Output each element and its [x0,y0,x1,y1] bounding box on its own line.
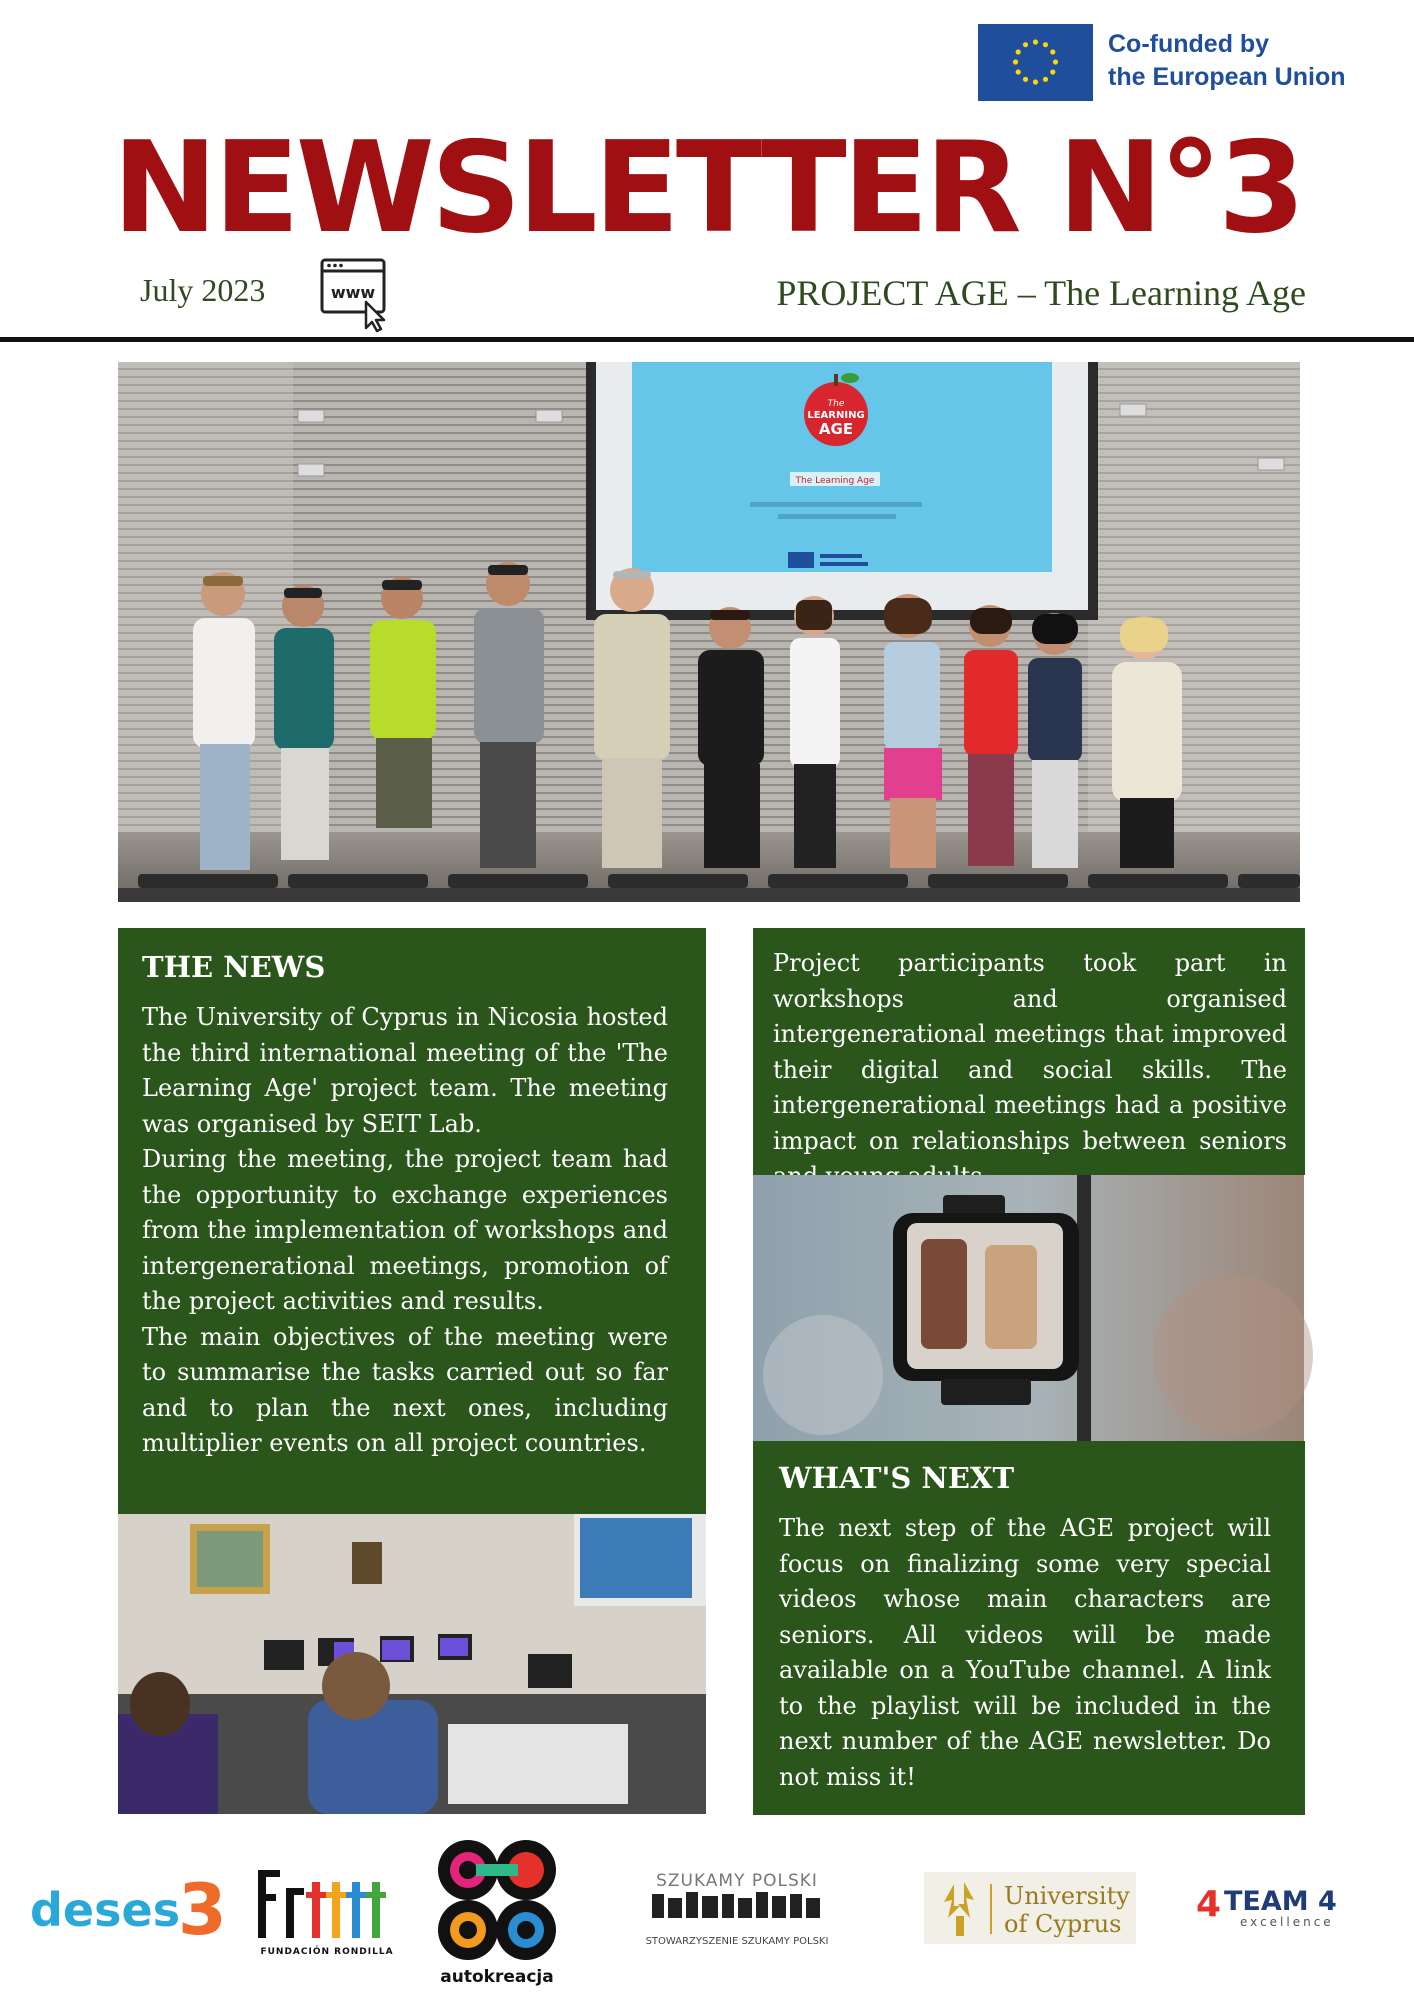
team-numeral: 4 [1196,1884,1222,1925]
eu-line-1: Co-funded by [1108,30,1270,58]
university-of-cyprus-logo [924,1872,1136,1944]
screen-caption: The Learning Age [795,476,875,486]
eu-line-2: the European Union [1108,63,1346,91]
deses-numeral: 3 [178,1869,227,1951]
header-divider [0,337,1414,342]
participants-text: Project participants took part in workshops and organised intergenerational meetings that improved their digital and social skills. The intergenerational meetings had a positive impact on relationships between seniors [773,949,1287,1155]
screen-logo-word-3: AGE [818,420,854,438]
eu-cofunded-label [1108,28,1346,94]
classroom-workshop-photo [118,1514,706,1814]
news-paragraph-3: The main objectives of the meeting were to summarise the tasks carried out so far and to plan the next ones, including multiplier events on all project countries. [142,1322,668,1457]
newsletter-title: NEWSLETTER N°3 [112,114,1302,261]
team4-excellence-logo [1196,1880,1378,1932]
ucy-line-2: of Cyprus [1004,1910,1122,1938]
autokreacja-logo [432,1834,562,1986]
team-wordmark: TEAM 4 [1224,1886,1337,1917]
ucy-line-1: University [1004,1882,1130,1910]
deses3-logo [30,1862,227,1951]
team-sub-label: excellence [1240,1915,1334,1929]
news-heading: THE NEWS [142,950,326,984]
deses-wordmark: deses [30,1883,181,1937]
szukamy-top-label: SZUKAMY POLSKI [656,1871,818,1891]
autokreacja-label: autokreacja [440,1967,554,1987]
whats-next-text: The next step of the AGE project will focus on finalizing some very special videos whose main characters are seniors. All videos will be made available on a YouTube channel. A link to the playlist will be included in the next number of the AGE newsletter. Do not miss it! [779,1514,1271,1791]
www-label: www [330,283,376,302]
team-group-photo [118,362,1300,902]
www-icon[interactable] [320,258,390,332]
news-box [118,928,706,1514]
whats-next-heading: WHAT'S NEXT [779,1461,1015,1495]
szukamy-polski-logo [630,1868,844,1952]
fundacion-rondilla-logo [254,1858,400,1960]
screen-logo-word-1: The [827,399,845,409]
news-paragraph-2: During the meeting, the project team had the opportunity to exchange experiences from the implementation of workshops and intergenerational meetings, promotion of the project activities and results. [142,1145,668,1315]
project-name: PROJECT AGE – The Learning Age [776,273,1306,313]
participants-box [753,928,1305,1175]
eu-flag [978,24,1093,101]
news-paragraph-1: The University of Cyprus in Nicosia hosted the third international meeting of the 'The Learning Age' project team. The meeting was organised by SEIT Lab. [142,1003,668,1138]
screen-logo-word-2: LEARNING [807,410,865,421]
whats-next-box [753,1441,1305,1815]
rondilla-label: FUNDACIÓN RONDILLA [260,1947,394,1957]
issue-date: July 2023 [140,272,266,308]
szukamy-bottom-label: STOWARZYSZENIE SZUKAMY POLSKI [645,1936,829,1947]
phone-recording-photo [753,1175,1304,1441]
